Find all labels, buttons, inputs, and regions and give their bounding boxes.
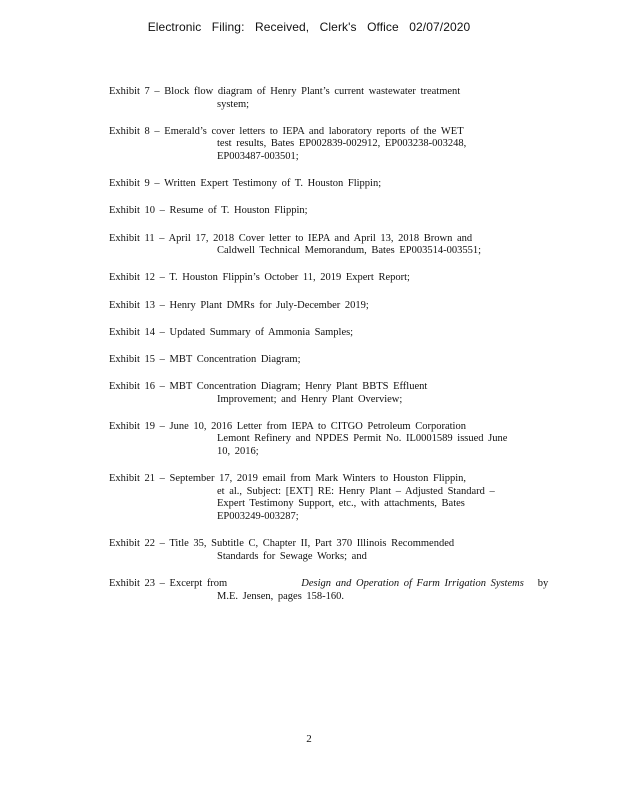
exhibit-line: Exhibit 10 – Resume of T. Houston Flippin; <box>109 205 308 217</box>
exhibit-line: Exhibit 19 – June 10, 2016 Letter from IEPA to CITGO Petroleum Corporation <box>109 420 466 432</box>
exhibit-item <box>109 538 549 563</box>
exhibit-item <box>109 205 549 218</box>
exhibit-item <box>109 178 549 191</box>
exhibit-continuation: Caldwell Technical Memorandum, Bates EP003514-003551; <box>217 245 481 257</box>
exhibit-item <box>109 86 549 111</box>
exhibit-item <box>109 272 549 285</box>
exhibit-line: Exhibit 21 – September 17, 2019 email from Mark Winters to Houston Flippin, <box>109 473 467 485</box>
exhibit-line: Exhibit 15 – MBT Concentration Diagram; <box>109 353 301 365</box>
exhibit-item <box>109 354 549 367</box>
exhibit-line <box>109 578 549 591</box>
exhibit-suffix: by <box>537 577 549 589</box>
exhibit-item <box>109 421 549 459</box>
exhibit-continuation: et al., Subject: [EXT] RE: Henry Plant – Adjusted Standard – <box>217 485 495 497</box>
exhibit-continuation: Lemont Refinery and NPDES Permit No. IL0001589 issued June <box>217 433 508 445</box>
exhibit-continuation: Improvement; and Henry Plant Overview; <box>217 393 403 405</box>
exhibit-line: Exhibit 13 – Henry Plant DMRs for July-December 2019; <box>109 299 369 311</box>
filing-stamp-header: Electronic Filing: Received, Clerk's Office 02/07/2020 <box>147 20 471 34</box>
exhibit-item <box>109 473 549 523</box>
exhibit-continuation: 10, 2016; <box>217 446 259 458</box>
exhibit-item <box>109 300 549 313</box>
exhibit-line: Exhibit 8 – Emerald’s cover letters to IEPA and laboratory reports of the WET <box>109 125 464 137</box>
exhibit-line: Exhibit 16 – MBT Concentration Diagram; Henry Plant BBTS Effluent <box>109 381 428 393</box>
exhibit-item <box>109 233 549 258</box>
exhibit-title: Design and Operation of Farm Irrigation Systems <box>301 577 524 589</box>
exhibit-list <box>109 86 549 618</box>
exhibit-continuation: system; <box>217 98 250 110</box>
exhibit-continuation: EP003487-003501; <box>217 150 299 162</box>
exhibit-line: Exhibit 12 – T. Houston Flippin’s October 11, 2019 Expert Report; <box>109 272 410 284</box>
page-number: 2 <box>306 733 312 745</box>
exhibit-continuation: Standards for Sewage Works; and <box>217 550 367 562</box>
exhibit-line: Exhibit 9 – Written Expert Testimony of T. Houston Flippin; <box>109 178 382 190</box>
exhibit-item <box>109 381 549 406</box>
exhibit-line: Exhibit 22 – Title 35, Subtitle C, Chapter II, Part 370 Illinois Recommended <box>109 538 455 550</box>
exhibit-item <box>109 126 549 164</box>
exhibit-line: Exhibit 11 – April 17, 2018 Cover letter to IEPA and April 13, 2018 Brown and <box>109 232 473 244</box>
exhibit-prefix: Exhibit 23 – Excerpt from <box>109 577 228 589</box>
exhibit-line: Exhibit 7 – Block flow diagram of Henry Plant’s current wastewater treatment <box>109 86 461 97</box>
exhibit-continuation: test results, Bates EP002839-002912, EP003238-003248, <box>217 138 467 150</box>
exhibit-continuation: Expert Testimony Support, etc., with attachments, Bates <box>217 498 465 510</box>
exhibit-line: Exhibit 14 – Updated Summary of Ammonia Samples; <box>109 326 354 338</box>
exhibit-item <box>109 578 549 603</box>
exhibit-item <box>109 327 549 340</box>
exhibit-continuation: M.E. Jensen, pages 158-160. <box>217 590 345 602</box>
exhibit-continuation: EP003249-003287; <box>217 511 299 522</box>
